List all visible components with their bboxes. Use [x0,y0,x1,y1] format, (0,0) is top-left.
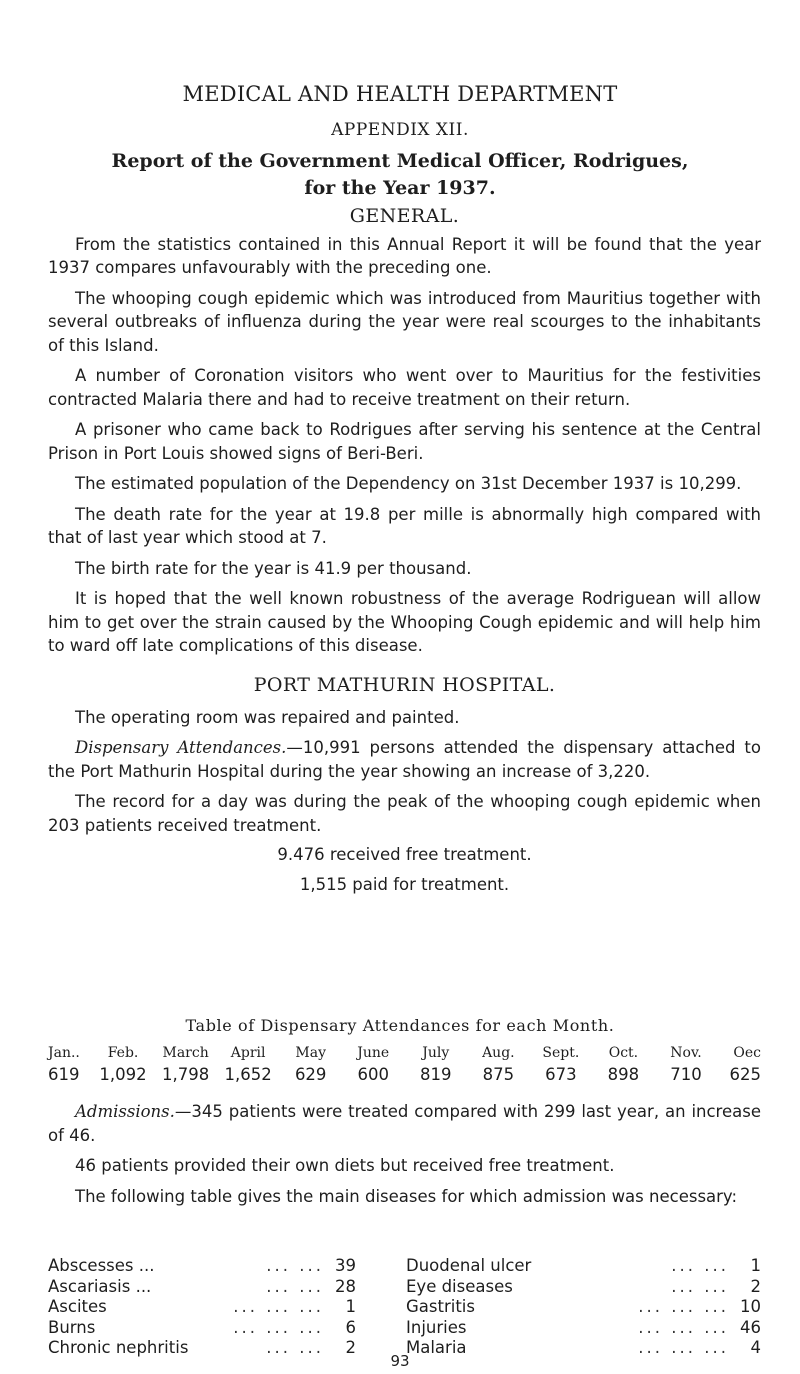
report-title-line-2: for the Year 1937. [304,177,496,199]
general-paragraph-2: The whooping cough epidemic which was introduced from Mauritius together with several outbreaks of influenza during the year were real scourges to the inhabitants of this Island. [48,288,761,355]
leader-dots: ... ... [671,1256,729,1275]
month-count: 710 [670,1065,702,1084]
table-row [406,1297,761,1318]
disease-count: 39 [335,1256,356,1275]
month-count: 819 [420,1065,452,1084]
month-count: 1,798 [161,1065,210,1084]
table-row [48,1277,356,1298]
month-count: 619 [48,1065,80,1084]
disease-name: Burns [48,1317,96,1337]
month-count: 629 [294,1065,327,1084]
disease-count: 28 [335,1276,356,1296]
month-label: April [230,1045,266,1061]
disease-name: Ascites [48,1297,107,1316]
page-number: 93 [390,1352,410,1370]
dispensary-text: —10,991 persons attended the dispensary attached to the Port Mathurin Hospital during the year showing an increase of 3,220. [48,738,761,781]
disease-name: Gastritis [406,1297,475,1316]
month-label: March [162,1045,209,1061]
month-label: Oct. [608,1045,639,1061]
disease-column-left [48,1256,356,1359]
hospital-heading: PORT MATHURIN HOSPITAL. [253,674,556,696]
appendix-heading: APPENDIX XII. [331,120,469,140]
leader-dots: ... ... ... [638,1297,729,1316]
report-title [0,148,800,202]
month-count: 1,652 [224,1065,272,1084]
month-label: Nov. [670,1045,702,1061]
month-label: Sept. [542,1045,580,1061]
general-paragraph-8: It is hoped that the well known robustness of the average Rodriguean will allow him to get over the strain caused by the Whooping Cough epidemic and will help him to ward off late complications of this disease. [48,589,761,655]
disease-name: Eye diseases [406,1276,513,1296]
leader-dots: ... ... ... [233,1297,324,1316]
disease-count: 46 [740,1317,761,1337]
paid-treatment-text: 1,515 paid for treatment. [299,874,510,894]
month-header-row [48,1045,761,1061]
leader-dots: ... ... [671,1276,729,1296]
peak-record-text: The record for a day was during the peak of the whooping cough epidemic when 203 patients received treatment. [48,792,761,835]
month-label: July [422,1045,450,1061]
disease-table-intro: The following table gives the main diseases for which admission was necessary: [75,1186,738,1206]
operating-room-text: The operating room was repaired and painted. [75,707,460,727]
dispensary-paragraph [48,736,761,783]
disease-count: 1 [750,1256,761,1275]
month-label: May [295,1045,326,1061]
general-paragraph-1: From the statistics contained in this Annual Report it will be found that the year 1937 compares unfavourably with the preceding one. [48,234,761,277]
disease-count: 4 [750,1338,761,1357]
general-heading: GENERAL. [349,205,460,227]
general-paragraph-6: The death rate for the year at 19.8 per mille is abnormally high compared with that of last year which stood at 7. [48,504,761,547]
month-label: Feb. [107,1045,139,1061]
table-row [48,1318,356,1339]
disease-name: Ascariasis ... [48,1276,152,1296]
table-row [406,1318,761,1339]
leader-dots: ... ... [266,1256,324,1275]
general-paragraph-5: The estimated population of the Dependency on 31st December 1937 is 10,299. [75,474,742,493]
month-label: Aug. [482,1045,515,1061]
table-row [406,1277,761,1298]
disease-count: 6 [345,1317,356,1337]
month-count-row [48,1065,761,1084]
disease-name: Chronic nephritis [48,1338,189,1357]
month-label: June [357,1045,390,1061]
monthly-table-caption: Table of Dispensary Attendances for each Month. [185,1016,615,1035]
leader-dots: ... ... ... [638,1338,729,1357]
table-row [406,1256,761,1277]
free-treatment-text: 9.476 received free treatment. [277,845,532,864]
month-count: 1,092 [99,1065,147,1084]
leader-dots: ... ... ... [233,1317,324,1337]
month-count: 898 [607,1065,640,1084]
general-section [48,205,761,658]
month-count: 673 [545,1065,577,1084]
admissions-text: —345 patients were treated compared with 299 last year, an increase of 46. [48,1102,761,1145]
admissions-section [48,1100,761,1208]
month-count: 600 [357,1065,389,1084]
leader-dots: ... ... ... [638,1317,729,1337]
leader-dots: ... ... [266,1338,324,1357]
disease-name: Malaria [406,1338,467,1357]
general-paragraph-3: A number of Coronation visitors who went over to Mauritius for the festivities contracted Malaria there and had to receive treatment on their return. [48,366,761,409]
table-row [48,1256,356,1277]
general-paragraph-4: A prisoner who came back to Rodrigues after serving his sentence at the Central Prison in Port Louis showed signs of Beri-Beri. [48,420,761,463]
report-title-line-1: Report of the Government Medical Officer, Rodrigues, [111,150,689,172]
disease-count: 2 [345,1338,356,1357]
hospital-section [48,674,761,896]
admissions-paragraph [48,1100,761,1147]
admissions-label: Admissions. [75,1102,175,1121]
disease-count: 2 [750,1276,761,1296]
disease-count: 1 [345,1297,356,1316]
table-row [48,1297,356,1318]
disease-name: Injuries [406,1317,467,1337]
month-count: 875 [482,1065,515,1084]
leader-dots: ... ... [266,1276,324,1296]
month-count: 625 [729,1065,762,1084]
disease-name: Abscesses ... [48,1256,155,1275]
department-title: MEDICAL AND HEALTH DEPARTMENT [182,82,618,106]
general-paragraph-7: The birth rate for the year is 41.9 per thousand. [75,558,472,578]
own-diets-text: 46 patients provided their own diets but received free treatment. [75,1156,615,1175]
month-label: Oec [733,1045,762,1061]
month-label: Jan.. [48,1045,80,1061]
disease-count: 10 [740,1297,761,1316]
disease-column-right [406,1256,761,1359]
disease-name: Duodenal ulcer [406,1256,532,1275]
dispensary-label: Dispensary Attendances. [75,738,287,757]
